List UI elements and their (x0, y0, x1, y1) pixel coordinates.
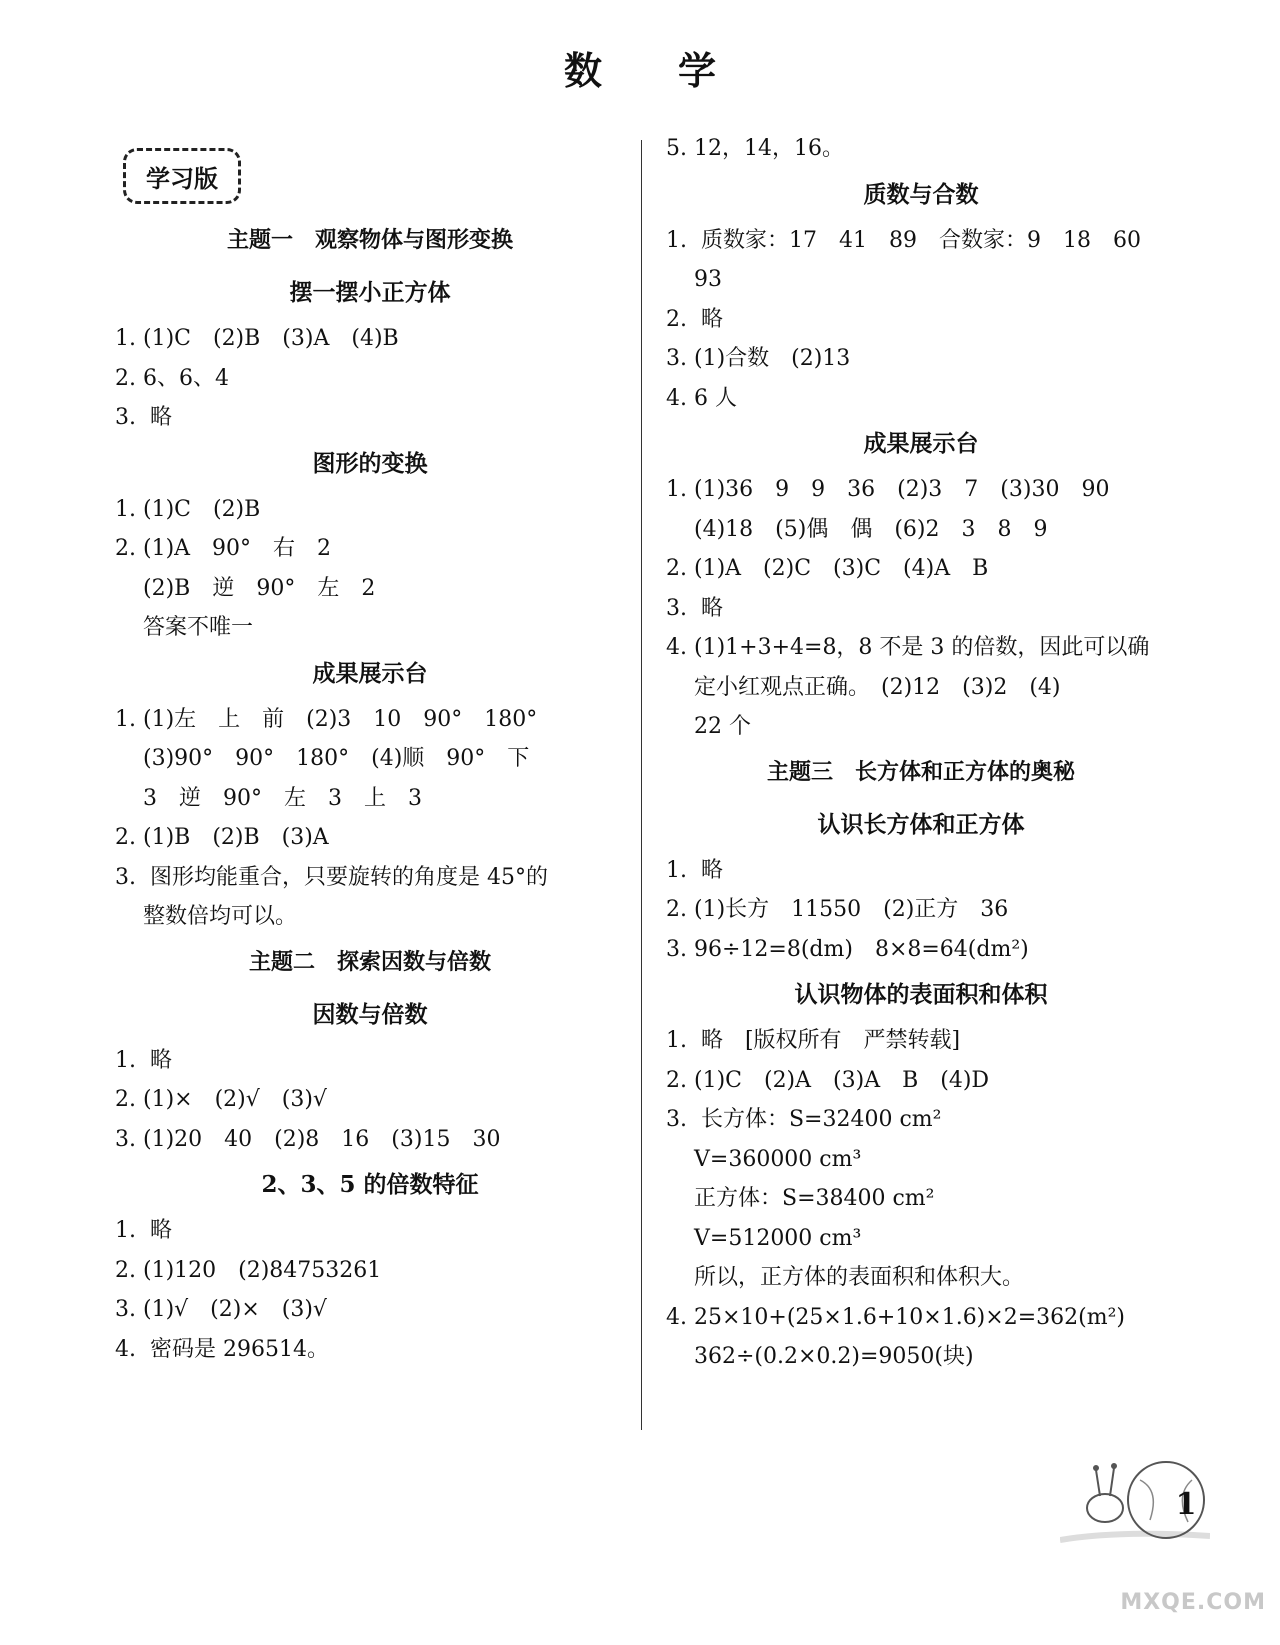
topic-heading: 主题一 观察物体与图形变换 (226, 228, 513, 253)
answer-line: 3. 略 (666, 595, 723, 621)
section-heading: 成果展示台 (863, 430, 979, 457)
answer-line: 2. (1)长方 11550 (2)正方 36 (666, 897, 1009, 922)
page-title: 数 学 (563, 49, 716, 93)
answer-line: 362÷(0.2×0.2)=9050(块) (694, 1344, 974, 1369)
answer-line: 定小红观点正确。 (2)12 (3)2 (4) (694, 674, 1061, 700)
answer-line: (3)90° 90° 180° (4)顺 90° 下 (143, 746, 530, 771)
answer-line: 1. 略 (666, 857, 723, 883)
answer-line: 3. 图形均能重合，只要旋转的角度是 45°的 (115, 864, 548, 890)
answer-line: 整数倍均可以。 (143, 904, 298, 929)
page-number: 1 (1175, 1487, 1197, 1522)
answer-line: 2. 6、6、4 (115, 365, 229, 391)
answer-line: 2. (1)C (2)A (3)A B (4)D (666, 1067, 990, 1093)
answer-line: 3. 96÷12=8(dm) 8×8=64(dm²) (666, 936, 1029, 962)
answer-line: 4. 密码是 296514。 (115, 1336, 329, 1362)
answer-line: 4. 6 人 (666, 385, 737, 411)
answer-line: 22 个 (694, 714, 751, 739)
answer-line: 2. (1)× (2)√ (3)√ (115, 1087, 327, 1112)
answer-line: 2. (1)B (2)B (3)A (115, 825, 329, 850)
answer-line: 3. 略 (115, 405, 172, 430)
section-heading: 摆一摆小正方体 (289, 279, 451, 306)
answer-line: 正方体：S=38400 cm² (694, 1186, 935, 1211)
answer-line: (4)18 (5)偶 偶 (6)2 3 8 9 (694, 516, 1048, 542)
answer-line: 1. 质数家：17 41 89 合数家：9 18 60 (666, 227, 1141, 253)
answer-line: 1. (1)C (2)B (115, 496, 261, 522)
answer-line: 4. 25×10+(25×1.6+10×1.6)×2=362(m²) (666, 1304, 1125, 1330)
answer-line: 2. (1)A (2)C (3)C (4)A B (666, 556, 989, 581)
answer-line: 5. 12，14，16。 (666, 136, 844, 161)
section-heading: 成果展示台 (312, 659, 428, 687)
column-divider (641, 140, 642, 1430)
answer-line: 1. (1)36 9 9 36 (2)3 7 (3)30 90 (666, 477, 1110, 502)
edition-badge: 学习版 (123, 148, 241, 204)
answer-line: V=360000 cm³ (694, 1146, 862, 1172)
answer-line: 答案不唯一 (143, 615, 254, 640)
answer-line: 3. (1)20 40 (2)8 16 (3)15 30 (115, 1126, 501, 1152)
topic-heading: 主题三 长方体和正方体的奥秘 (766, 759, 1075, 785)
section-heading: 2、3、5 的倍数特征 (261, 1171, 479, 1198)
answer-line: 1. 略 (115, 1047, 172, 1073)
section-heading: 质数与合数 (863, 180, 979, 208)
section-heading: 认识长方体和正方体 (817, 810, 1025, 838)
answer-line: 2. (1)120 (2)84753261 (115, 1257, 382, 1283)
section-heading: 认识物体的表面积和体积 (794, 981, 1048, 1008)
section-heading: 图形的变换 (312, 449, 428, 477)
answer-line: 3 逆 90° 左 3 上 3 (143, 785, 422, 811)
watermark-text: MXQE.COM (1120, 1590, 1266, 1615)
answer-line: (2)B 逆 90° 左 2 (143, 575, 376, 601)
answer-line: 所以，正方体的表面积和体积大。 (694, 1265, 1025, 1290)
answer-line: 1. (1)C (2)B (3)A (4)B (115, 326, 399, 351)
answer-line: V=512000 cm³ (694, 1225, 862, 1251)
answer-line: 3. 长方体：S=32400 cm² (666, 1107, 942, 1132)
answer-line: 4. (1)1+3+4=8，8 不是 3 的倍数，因此可以确 (666, 635, 1150, 660)
answer-line: 1. 略 [版权所有 严禁转载] (666, 1028, 961, 1053)
answer-line: 2. (1)A 90° 右 2 (115, 536, 332, 561)
answer-line: 1. (1)左 上 前 (2)3 10 90° 180° (115, 706, 538, 732)
answer-line: 3. (1)√ (2)× (3)√ (115, 1297, 327, 1322)
answer-line: 3. (1)合数 (2)13 (666, 346, 851, 371)
answer-line: 93 (694, 267, 722, 292)
answer-line: 1. 略 (115, 1218, 172, 1243)
section-heading: 因数与倍数 (312, 1000, 428, 1028)
topic-heading: 主题二 探索因数与倍数 (248, 949, 491, 975)
answer-line: 2. 略 (666, 306, 723, 332)
